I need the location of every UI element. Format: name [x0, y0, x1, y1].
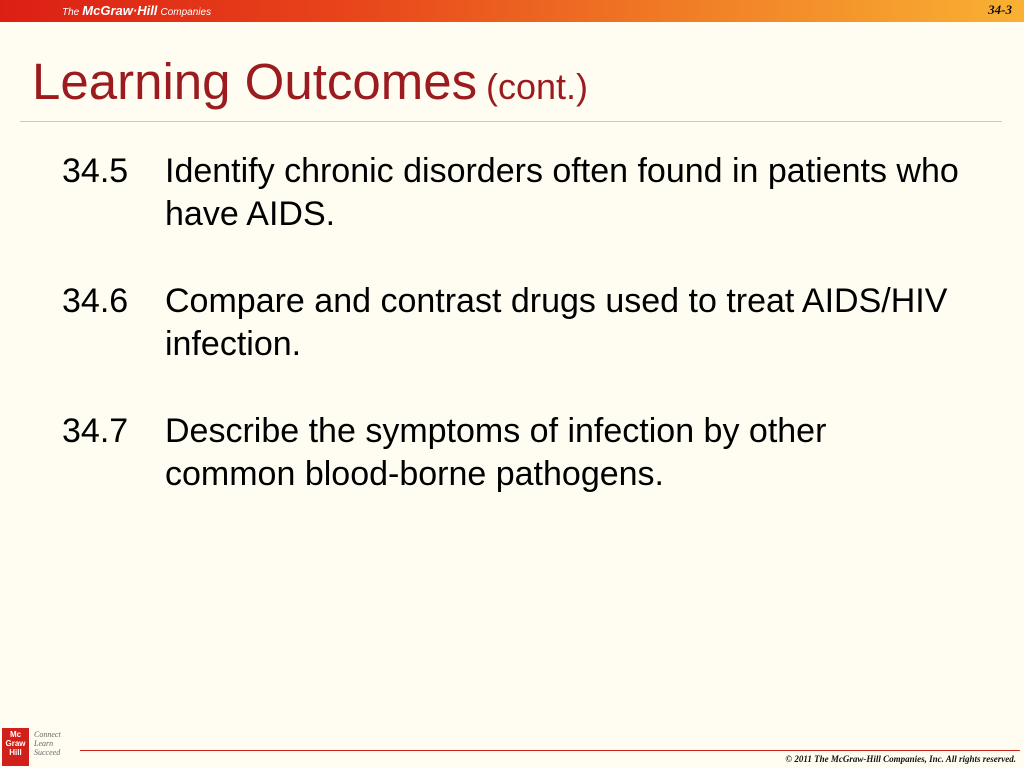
tagline-connect: Connect [34, 730, 61, 739]
title-main: Learning Outcomes [32, 53, 478, 110]
title-divider [20, 121, 1002, 122]
footer-tagline [34, 730, 61, 757]
brand-the: The [62, 7, 80, 18]
mcgraw-hill-logo: Mc Graw Hill [2, 728, 29, 766]
outcome-text: Compare and contrast drugs used to treat AIDS/HIV infection. [165, 282, 948, 363]
slide-number: 34-3 [988, 2, 1012, 17]
tagline-learn: Learn [34, 739, 54, 748]
publisher-brand [62, 3, 211, 19]
outcome-text: Describe the symptoms of infection by other common blood-borne pathogens. [165, 412, 827, 493]
outcome-number: 34.6 [62, 282, 129, 320]
title-suffix: (cont.) [485, 66, 589, 107]
copyright-notice: © 2011 The McGraw-Hill Companies, Inc. All rights reserved. [785, 754, 1016, 764]
brand-companies: Companies [160, 7, 212, 18]
outcome-number: 34.7 [62, 412, 129, 450]
tagline-succeed: Succeed [34, 748, 61, 757]
header-bar [0, 0, 1024, 22]
outcome-number: 34.5 [62, 152, 129, 190]
brand-name: McGraw·Hill [82, 3, 158, 18]
slide-title [32, 52, 588, 118]
footer-divider [80, 750, 1020, 751]
outcome-text: Identify chronic disorders often found in patients who have AIDS. [165, 152, 959, 233]
